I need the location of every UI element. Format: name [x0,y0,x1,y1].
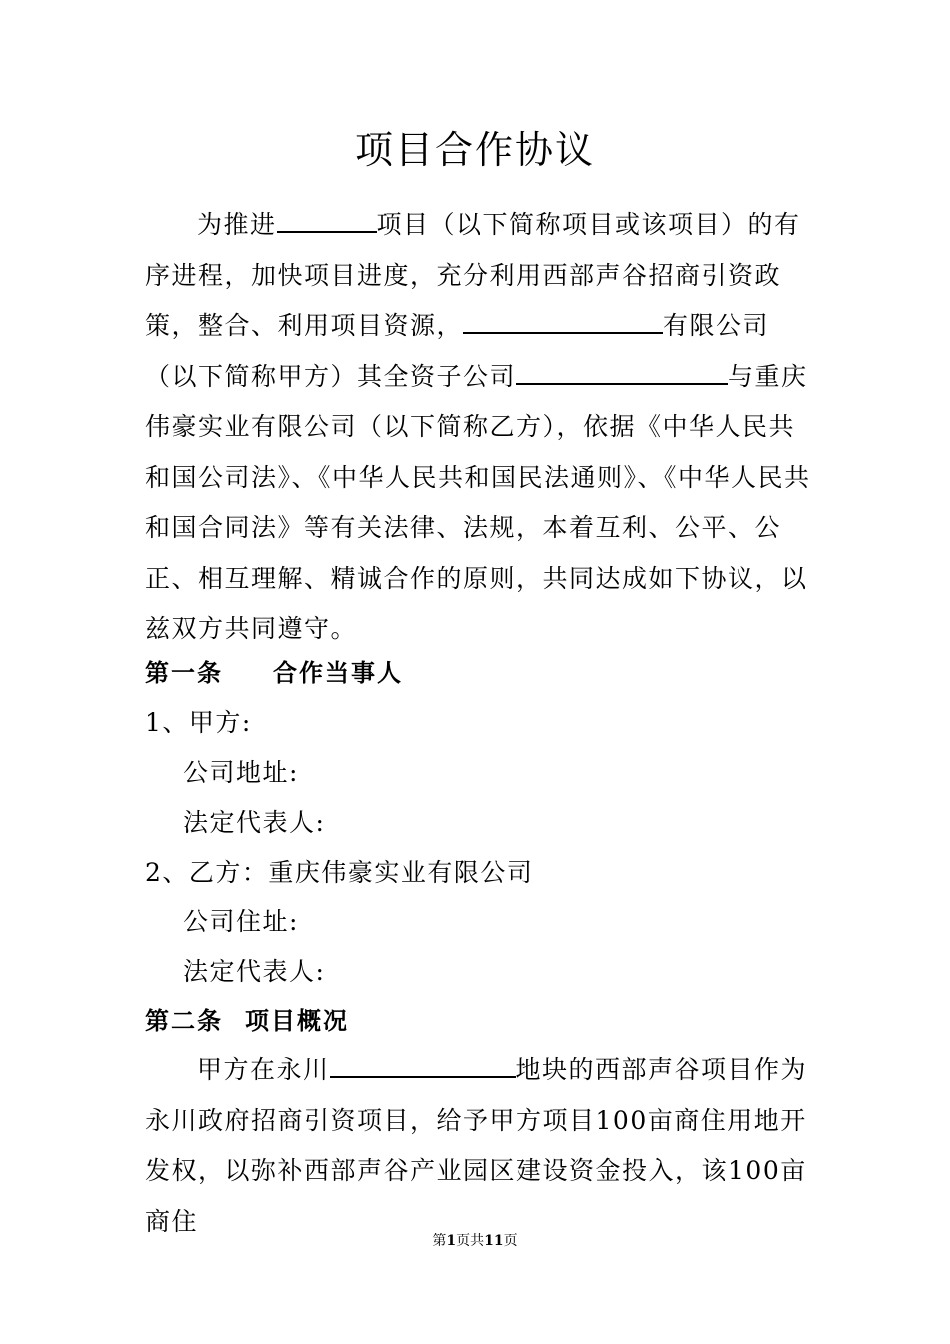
footer-suffix: 页 [503,1233,518,1249]
company-name-blank [463,310,663,334]
article-2-paragraph [145,1045,815,1247]
footer-current-page: 1 [446,1233,457,1249]
article-1-heading [145,648,403,698]
footer-total-pages: 11 [484,1233,504,1249]
footer-middle: 页共 [456,1233,485,1249]
article-2-number: 第二条 [145,1007,223,1035]
article-2-text-2: 地块的西部声谷项目作为永川政府招商引资项目，给予甲方项目100亩商住用地开发权，以弥补西部声谷产业园区建设资金投入，该100亩商住 [145,1055,808,1236]
document-title: 项目合作协议 [354,128,595,172]
party-a-label: 1、甲方: [145,708,252,737]
party-b-address: 公司住址: [183,907,299,936]
party-a-representative: 法定代表人: [183,808,326,837]
page-footer [0,1230,950,1252]
party-b-representative: 法定代表人: [183,957,326,986]
footer-prefix: 第 [432,1233,447,1249]
intro-paragraph [145,200,815,655]
article-2-title: 项目概况 [245,1007,349,1035]
plot-location-blank [330,1054,516,1078]
intro-text-3: 有限公司（以下简称甲方）其全资子公司 [145,311,770,391]
project-name-blank [277,209,377,233]
subsidiary-name-blank [516,361,728,385]
article-1-number: 第一条 [145,659,223,687]
party-a-address: 公司地址: [183,758,299,787]
intro-text-4: 与重庆伟豪实业有限公司（以下简称乙方），依据《中华人民共和国公司法》、《中华人民共和国民法通则》、《中华人民共和国合同法》等有关法律、法规，本着互利、公平、公正、相互理解、精诚合作的原则，共同达成如下协议，以兹双方共同遵守。 [145,361,811,643]
intro-text-1: 为推进 [197,210,277,239]
intro-text-2: 项目（以下简称项目或该项目）的有序进程，加快项目进度，充分利用西部声谷招商引资政策，整合、利用项目资源， [145,210,801,340]
article-1-title: 合作当事人 [273,659,403,687]
article-2-text-1: 甲方在永川 [197,1055,330,1084]
article-2-heading [145,996,349,1046]
party-b-label: 2、乙方：重庆伟豪实业有限公司 [145,858,534,887]
